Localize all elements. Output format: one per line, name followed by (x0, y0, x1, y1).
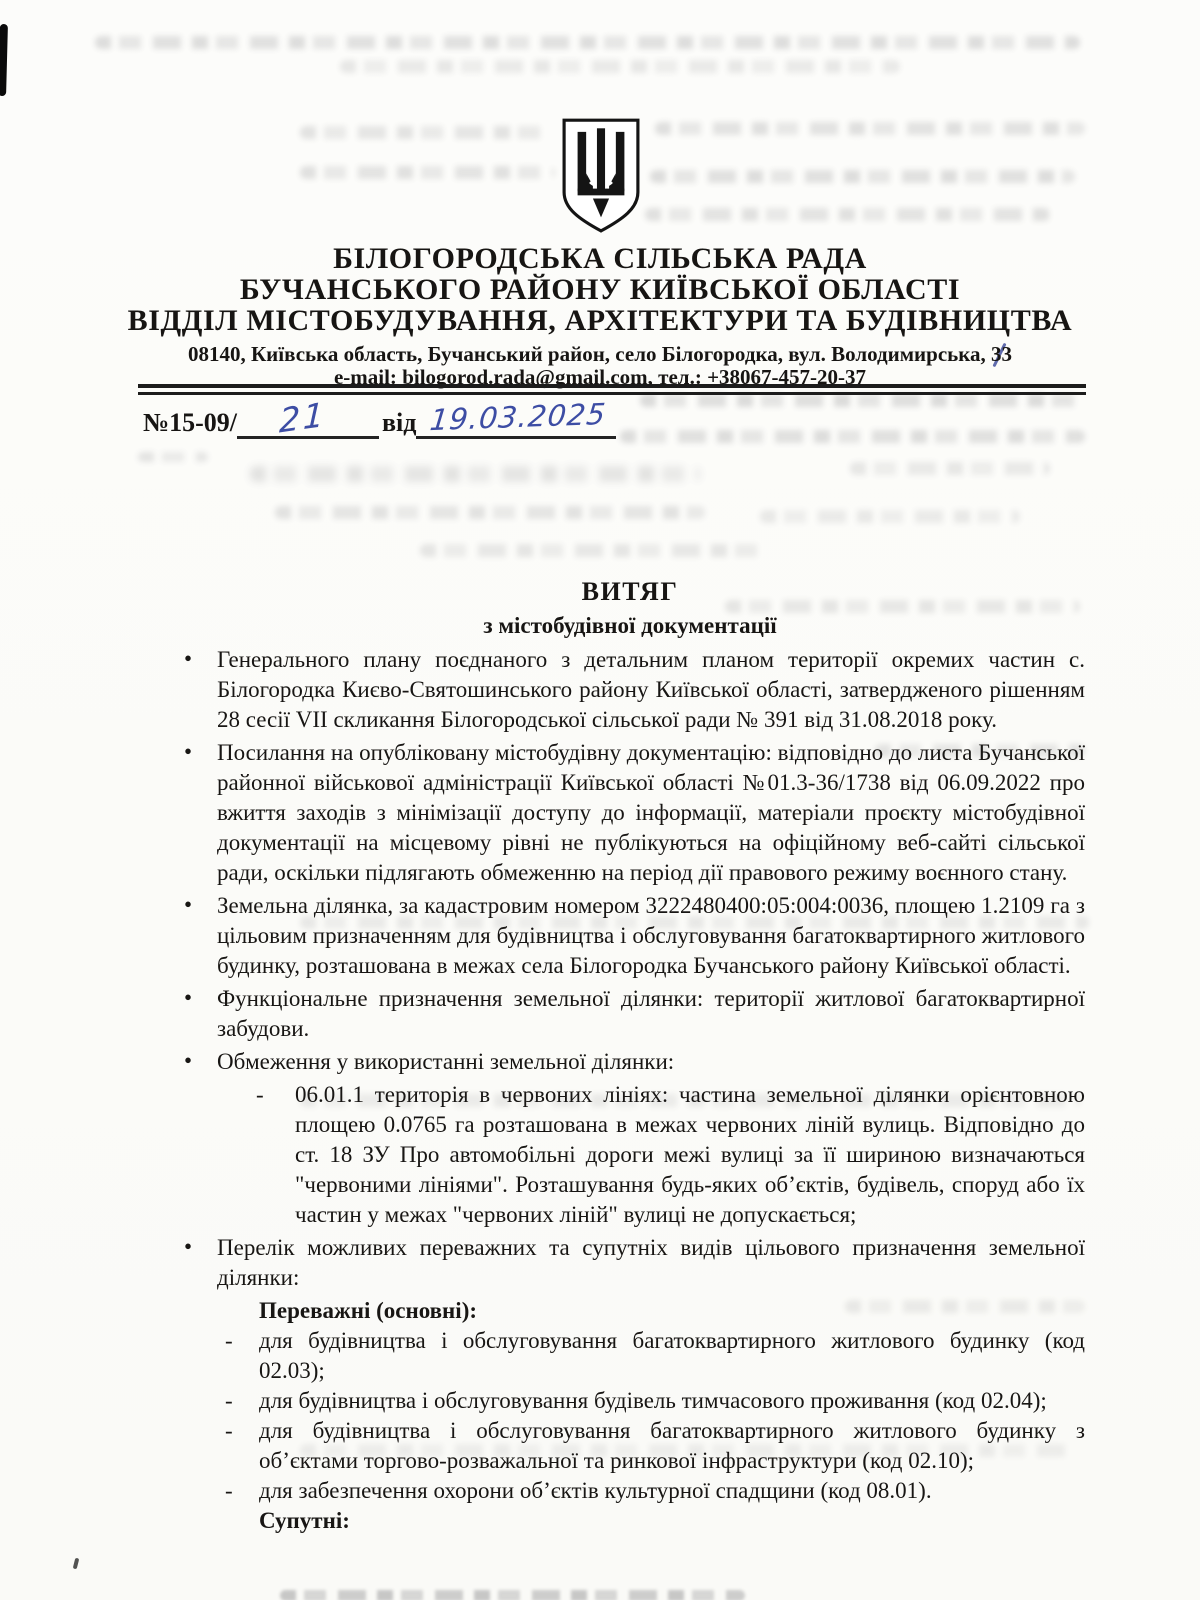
handwritten-date: 19.03.2025 (428, 396, 609, 438)
list-item (217, 1476, 1085, 1506)
document-title: ВИТЯГ (581, 577, 679, 606)
bleedthrough-ghost-line (645, 208, 1050, 221)
email-label: e-mail: (333, 365, 403, 389)
list-item (184, 1047, 1085, 1077)
list-item-text: Обмеження у використанні земельної ділянки: (217, 1049, 675, 1074)
bleedthrough-ghost-line (850, 462, 1050, 475)
document-subtitle: з містобудівної документації (483, 613, 777, 638)
letterhead (100, 243, 1100, 389)
bullet-marker: • (184, 1234, 193, 1259)
list-item (217, 1326, 1085, 1386)
list-item-text: для забезпечення охорони об’єктів культурної спадщини (код 08.01). (259, 1478, 932, 1503)
org-name-line2: БУЧАНСЬКОГО РАЙОНУ КИЇВСЬКОЇ ОБЛАСТІ (239, 273, 961, 306)
doc-number-blank (237, 394, 379, 441)
dash-marker: - (225, 1478, 233, 1503)
document-body (184, 645, 1085, 1536)
list-item (184, 645, 1085, 735)
bleedthrough-ghost-line (250, 466, 700, 482)
list-item (217, 1416, 1085, 1476)
list-item-text: Генерального плану поєднаного з детальним планом території окремих частин с. Білогородка Києво-Святошинського району Київської області, затвердженого рішенням 28 сесії VII скликання Білогородської сільської ради № 391 від 31.08.2018 року. (217, 647, 1085, 732)
ukraine-trident-emblem (556, 112, 646, 240)
bleedthrough-ghost-line (275, 506, 705, 519)
list-item-text: для будівництва і обслуговування багатоквартирного житлового будинку з об’єктами торгово-розважальної та ринкової інфраструктури (код 02.10); (259, 1418, 1085, 1473)
bullet-marker: • (184, 985, 193, 1010)
bleedthrough-ghost-line (760, 510, 1020, 523)
bleedthrough-ghost-line (95, 36, 1080, 49)
primary-uses-heading: Переважні (основні): (259, 1298, 478, 1323)
list-item-text: Земельна ділянка, за кадастровим номером 3222480400:05:004:0036, площею 1.2109 га з цільовим призначенням для будівництва і обслуговування багатоквартирного житлового будинку, розташована в межах села Білогородка Бучанського району Київської області. (217, 893, 1085, 978)
list-item-text: Посилання на опубліковану містобудівну документацію: відповідно до листа Бучанської районної військової адміністрації Київської області №01.3-36/1738 від 06.09.2022 про вжиття заходів з мінімізації доступу до інформації, матеріали проєкту містобудівної документації на місцевому рівні не публікуються на офіційному веб-сайті сільської ради, оскільки підлягають обмеженню на період дії правового режиму воєнного стану. (217, 740, 1085, 885)
list-item (184, 738, 1085, 888)
org-name-line3: ВІДДІЛ МІСТОБУДУВАННЯ, АРХІТЕКТУРИ ТА БУДІВНИЦТВА (127, 304, 1073, 337)
dash-marker: - (225, 1328, 233, 1353)
scan-artifact-mark (0, 24, 8, 96)
list-item-text: для будівництва і обслуговування будівель тимчасового проживання (код 02.04); (259, 1388, 1047, 1413)
phone-number: , тел.: +38067-457-20-37 (647, 365, 867, 389)
document-reference-line (143, 394, 616, 441)
email-address: bilogorod.rada@gmail.com (402, 365, 648, 389)
list-item (217, 1386, 1085, 1416)
list-item-text: Перелік можливих переважних та супутніх видів цільового призначення земельної ділянки: (217, 1235, 1085, 1290)
list-item (184, 891, 1085, 981)
handwritten-doc-number: 21 (278, 394, 328, 441)
dash-marker: - (225, 1388, 233, 1413)
bleedthrough-ghost-line (300, 126, 550, 139)
secondary-uses-heading: Супутні: (259, 1508, 350, 1533)
bleedthrough-ghost-line (340, 60, 900, 73)
list-item-text: Функціональне призначення земельної ділянки: території житлової багатоквартирної забудови. (217, 986, 1085, 1041)
bleedthrough-ghost-line (300, 166, 555, 179)
list-item-text: для будівництва і обслуговування багатоквартирного житлового будинку (код 02.03); (259, 1328, 1085, 1383)
org-address: 08140, Київська область, Бучанський район, село Білогородка, вул. Володимирська, 33 (187, 342, 1013, 366)
restriction-sub-item (217, 1080, 1085, 1230)
bleedthrough-ghost-line (640, 394, 1085, 407)
doc-date-blank (416, 396, 616, 439)
bleedthrough-ghost-line (420, 544, 765, 557)
bullet-marker: • (184, 892, 193, 917)
list-item-text: 06.01.1 територія в червоних лініях: частина земельної ділянки орієнтовною площею 0.0765 га розташована в межах червоних ліній вулиць. Відповідно до ст. 18 ЗУ Про автомобільні дороги межі вулиці за її шириною визначаються "червоними лініями". Розташування будь-яких об’єктів, будівель, споруд або їх частин у межах "червоних ліній" вулиці не допускається; (295, 1082, 1085, 1227)
bullet-marker: • (184, 646, 193, 671)
date-label: від (382, 408, 417, 437)
dash-marker: - (225, 1418, 233, 1443)
dash-marker: - (256, 1082, 264, 1107)
bleedthrough-ghost-line (138, 452, 208, 462)
bleedthrough-ghost-line (650, 170, 1075, 183)
list-item (184, 1233, 1085, 1293)
doc-number-prefix: №15-09/ (143, 408, 238, 437)
bleedthrough-ghost-line (655, 122, 1085, 135)
list-item (184, 984, 1085, 1044)
bullet-marker: • (184, 1048, 193, 1073)
bleedthrough-ghost-line (280, 1590, 745, 1600)
header-divider (138, 384, 1086, 395)
org-name-line1: БІЛОГОРОДСЬКА СІЛЬСЬКА РАДА (333, 242, 867, 275)
title-block (180, 577, 1080, 639)
bleedthrough-ghost-line (620, 430, 1085, 443)
bullet-marker: • (184, 739, 193, 764)
scan-speck (73, 1558, 80, 1570)
